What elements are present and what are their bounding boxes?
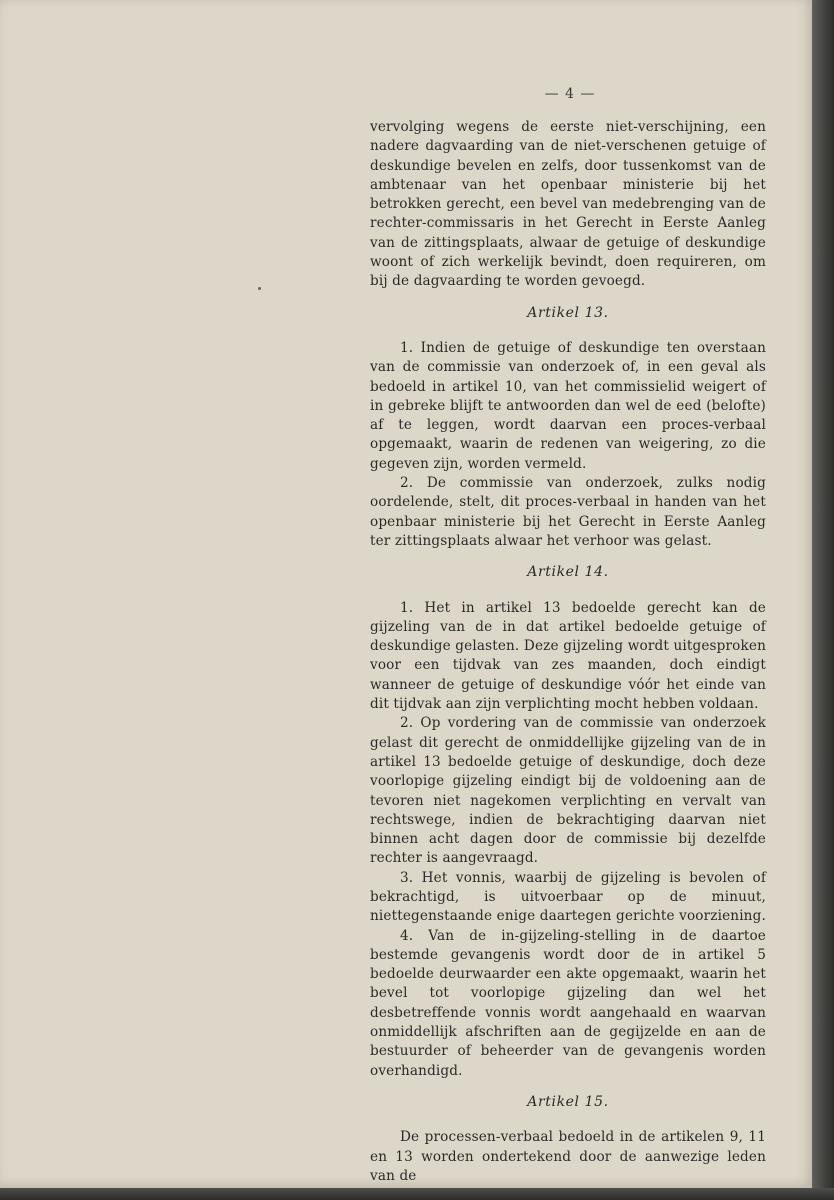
article-14-paragraph-2: 2. Op vordering van de commissie van onderzoek gelast dit gerecht de onmiddellijke gijzeling van de in artikel 13 bedoelde getuige of deskundige, doch deze voorlopige gijzeling eindigt bij de voldoening aan de tevoren niet nagekomen verplichting en vervalt van rechtswege, indien de bekrachtiging daarvan niet binnen acht dagen door de commissie bij dezelfde rechter is aangevraagd. [370,715,766,867]
page-edge-shadow [812,0,834,1200]
stray-ink-mark [258,287,261,290]
article-14-paragraph-1: 1. Het in artikel 13 bedoelde gerecht kan de gijzeling van de in dat artikel bedoelde getuige of deskundige gelasten. Deze gijzeling wordt uitgesproken voor een tijdvak van zes maanden, doch eindigt wanneer de getuige of deskundige vóór het einde van dit tijdvak aan zijn verplichting mocht hebben voldaan. [370,599,766,713]
article-13-heading: Artikel 13. [527,304,609,321]
article-15-paragraph-1: De processen-verbaal bedoeld in de artikelen 9, 11 en 13 worden ondertekend door de aanwezige leden van de [370,1129,766,1184]
article-14-paragraph-4: 4. Van de in-gijzeling-stelling in de daartoe bestemde gevangenis wordt door de in artikel 5 bedoelde deurwaarder een akte opgemaakt, waarin het bevel tot voorlopige gijzeling dan wel het desbetreffende vonnis wordt aangehaald en waarvan onmiddellijk afschriften aan de gegijzelde en aan de bestuurder of beheerder van de gevangenis worden overhandigd. [370,927,766,1079]
article-14-paragraph-3: 3. Het vonnis, waarbij de gijzeling is bevolen of bekrachtigd, is uitvoerbaar op de minuut, niettegenstaande enige daartegen gerichte voorziening. [370,869,766,925]
body-text [370,118,766,1186]
article-15-heading: Artikel 15. [527,1093,609,1110]
page-bottom-shadow [0,1188,834,1200]
article-13-paragraph-2: 2. De commissie van onderzoek, zulks nodig oordelende, stelt, dit proces-verbaal in handen van het openbaar ministerie bij het Gerecht in Eerste Aanleg ter zittingsplaats alwaar het verhoor was gelast. [370,475,766,549]
article-13-paragraph-1: 1. Indien de getuige of deskundige ten overstaan van de commissie van onderzoek of, in een geval als bedoeld in artikel 10, van het commissielid weigert of in gebreke blijft te antwoorden dan wel de eed (belofte) af te leggen, wordt daarvan een proces-verbaal opgemaakt, waarin de redenen van weigering, zo die gegeven zijn, worden vermeld. [370,339,766,472]
intro-paragraph: vervolging wegens de eerste niet-verschijning, een nadere dagvaarding van de niet-verschenen getuige of deskundige bevelen en zelfs, door tussenkomst van de ambtenaar van het openbaar ministerie bij het betrokken gerecht, een bevel van medebrenging van de rechter-commissaris in het Gerecht in Eerste Aanleg van de zittingsplaats, alwaar de getuige of deskundige woont of zich werkelijk bevindt, doen requireren, om bij de dagvaarding te worden gevoegd. [370,119,766,290]
article-14-heading: Artikel 14. [527,564,609,581]
page-number: — 4 — [544,86,596,102]
